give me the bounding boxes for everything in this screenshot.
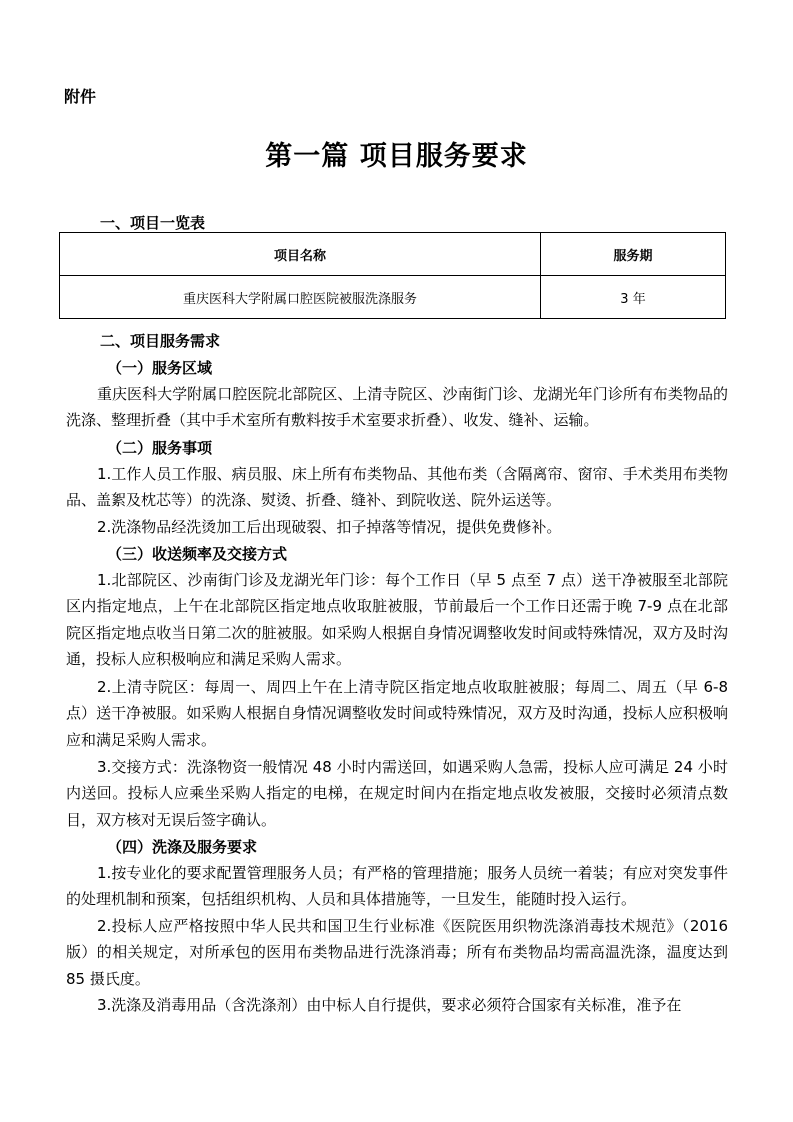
sub-2-paragraph-2: 2.洗涤物品经洗烫加工后出现破裂、扣子掉落等情况，提供免费修补。 (97, 518, 562, 536)
table-header-row (60, 233, 726, 276)
sub-4-paragraph-1: 1.按专业化的要求配置管理服务人员；有严格的管理措施；服务人员统一着装；有应对突发事件的处理机制和预案，包括组织机构、人员和具体措施等，一旦发生，能随时投入运行。 (66, 864, 728, 909)
table-cell-project-name: 重庆医科大学附属口腔医院被服洗涤服务 (60, 276, 541, 319)
sub-3-paragraph-3: 3.交接方式：洗涤物资一般情况 48 小时内需送回，如遇采购人急需，投标人应可满足 24 小时内送回。投标人应乘坐采购人指定的电梯，在规定时间内在指定地点收发被服，交接时必须清点数目，双方核对无误后签字确认。 (66, 758, 728, 829)
sub-1-heading: （一）服务区域 (107, 359, 213, 377)
table-row (60, 276, 726, 319)
table-header-name: 项目名称 (60, 233, 541, 276)
sub-3-heading: （三）收送频率及交接方式 (107, 545, 288, 563)
section-1-heading: 一、项目一览表 (100, 214, 206, 232)
sub-3-paragraph-1: 1.北部院区、沙南街门诊及龙湖光年门诊：每个工作日（早 5 点至 7 点）送干净被服至北部院区内指定地点，上午在北部院区指定地点收取脏被服，节前最后一个工作日还需于晚 7-9 点在北部院区指定地点收当日第二次的脏被服。如采购人根据自身情况调整收发时间或特殊情况，双方及时沟通，投标人应积极响应和满足采购人需求。 (66, 571, 728, 668)
sub-2-heading: （二）服务事项 (107, 439, 213, 457)
sub-2-paragraph-1: 1.工作人员工作服、病员服、床上所有布类物品、其他布类（含隔离帘、窗帘、手术类用布类物品、盖絮及枕芯等）的洗涤、熨烫、折叠、缝补、到院收送、院外运送等。 (66, 465, 728, 510)
project-table (59, 232, 726, 319)
annex-label: 附件 (64, 87, 97, 106)
sub-4-paragraph-3: 3.洗涤及消毒用品（含洗涤剂）由中标人自行提供，要求必须符合国家有关标准，准予在 (97, 996, 682, 1014)
sub-4-paragraph-2: 2.投标人应严格按照中华人民共和国卫生行业标准《医院医用织物洗涤消毒技术规范》（2016 版）的相关规定，对所承包的医用布类物品进行洗涤消毒；所有布类物品均需高温洗涤，温度达到 85 摄氏度。 (66, 917, 728, 988)
sub-4-heading: （四）洗涤及服务要求 (107, 838, 258, 856)
table-cell-service-period: 3 年 (541, 276, 726, 319)
table-header-period: 服务期 (541, 233, 726, 276)
page-title: 第一篇 项目服务要求 (265, 141, 528, 172)
sub-1-text: 重庆医科大学附属口腔医院北部院区、上清寺院区、沙南街门诊、龙湖光年门诊所有布类物品的洗涤、整理折叠（其中手术室所有敷料按手术室要求折叠）、收发、缝补、运输。 (66, 385, 728, 430)
sub-3-paragraph-2: 2.上清寺院区：每周一、周四上午在上清寺院区指定地点收取脏被服；每周二、周五（早 6-8 点）送干净被服。如采购人根据自身情况调整收发时间或特殊情况，双方及时沟通，投标人应积极响应和满足采购人需求。 (66, 678, 728, 749)
section-2-heading: 二、项目服务需求 (100, 332, 221, 350)
